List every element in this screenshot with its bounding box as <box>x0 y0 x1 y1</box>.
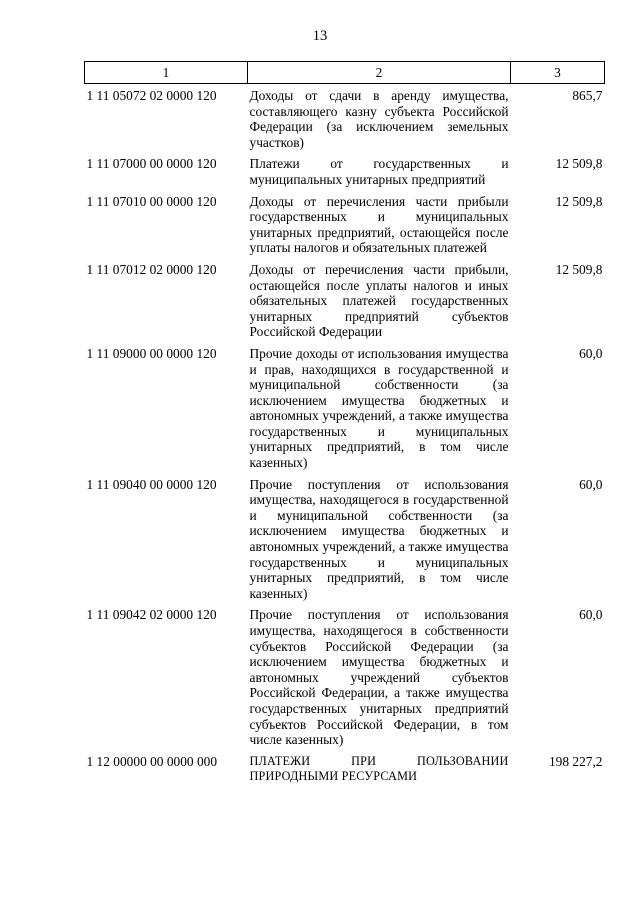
column-header: 1 <box>85 62 248 84</box>
budget-code: 1 11 07012 02 0000 120 <box>86 261 217 277</box>
page-number: 13 <box>312 28 328 44</box>
revenue-name: ПЛАТЕЖИ ПРИ ПОЛЬЗОВАНИИ ПРИРОДНЫМИ РЕСУРСАМИ <box>249 753 509 784</box>
revenue-name: Доходы от перечисления части прибыли, остающейся после уплаты налогов и иных обязательных платежей государственных унитарных предприятий субъектов Российской Федерации <box>249 261 509 340</box>
table-row <box>85 156 605 193</box>
budget-code: 1 11 09000 00 0000 120 <box>86 345 217 361</box>
table-row <box>85 84 605 157</box>
table-row <box>85 262 605 346</box>
budget-code: 1 11 09042 02 0000 120 <box>86 607 217 623</box>
table-row <box>85 477 605 608</box>
revenue-amount: 12 509,8 <box>555 193 603 209</box>
budget-code: 1 11 09040 00 0000 120 <box>86 476 217 492</box>
revenue-name: Прочие поступления от использования имущества, находящегося в государственной и муниципальной собственности (за исключением имущества бюджетных и автономных учреждений, а также имущества государственных и муниципальных унитарных предприятий, в том числе казенных) <box>249 476 509 601</box>
revenue-name: Доходы от перечисления части прибыли государственных и муниципальных унитарных предприятий, остающейся после уплаты налогов и обязательных платежей <box>249 193 509 256</box>
column-header: 2 <box>248 62 511 84</box>
table-row <box>85 346 605 477</box>
table-row <box>85 194 605 262</box>
revenue-name: Доходы от сдачи в аренду имущества, составляющего казну субъекта Российской Федерации (за исключением земельных участков) <box>249 88 509 150</box>
revenue-amount: 198 227,2 <box>548 753 603 769</box>
revenue-amount: 12 509,8 <box>555 156 603 172</box>
revenue-name: Прочие поступления от использования имущества, находящегося в собственности субъектов Российской Федерации (за исключением имущества бюджетных и автономных учреждений субъектов Российской Федерации, а также имущества государственных унитарных предприятий субъектов Российской Федерации, в том числе казенных) <box>249 607 509 748</box>
revenue-name: Прочие доходы от использования имущества и прав, находящихся в государственной и муниципальной собственности (за исключением имущества бюджетных и автономных учреждений, а также имущества государственных и муниципальных унитарных предприятий, в том числе казенных) <box>249 345 509 471</box>
revenue-amount: 12 509,8 <box>555 261 603 277</box>
revenue-name: Платежи от государственных и муниципальных унитарных предприятий <box>249 156 509 187</box>
table-row <box>85 754 605 791</box>
revenue-table <box>84 61 605 791</box>
column-header: 3 <box>511 62 605 84</box>
budget-code: 1 11 07010 00 0000 120 <box>86 193 217 209</box>
revenue-amount: 60,0 <box>579 607 603 623</box>
budget-code: 1 11 07000 00 0000 120 <box>86 156 217 172</box>
revenue-amount: 865,7 <box>572 88 603 103</box>
header-row <box>85 62 605 84</box>
table-row <box>85 607 605 753</box>
revenue-amount: 60,0 <box>579 476 603 492</box>
revenue-amount: 60,0 <box>579 345 603 361</box>
budget-code: 1 11 05072 02 0000 120 <box>86 88 217 103</box>
budget-code: 1 12 00000 00 0000 000 <box>86 753 218 769</box>
